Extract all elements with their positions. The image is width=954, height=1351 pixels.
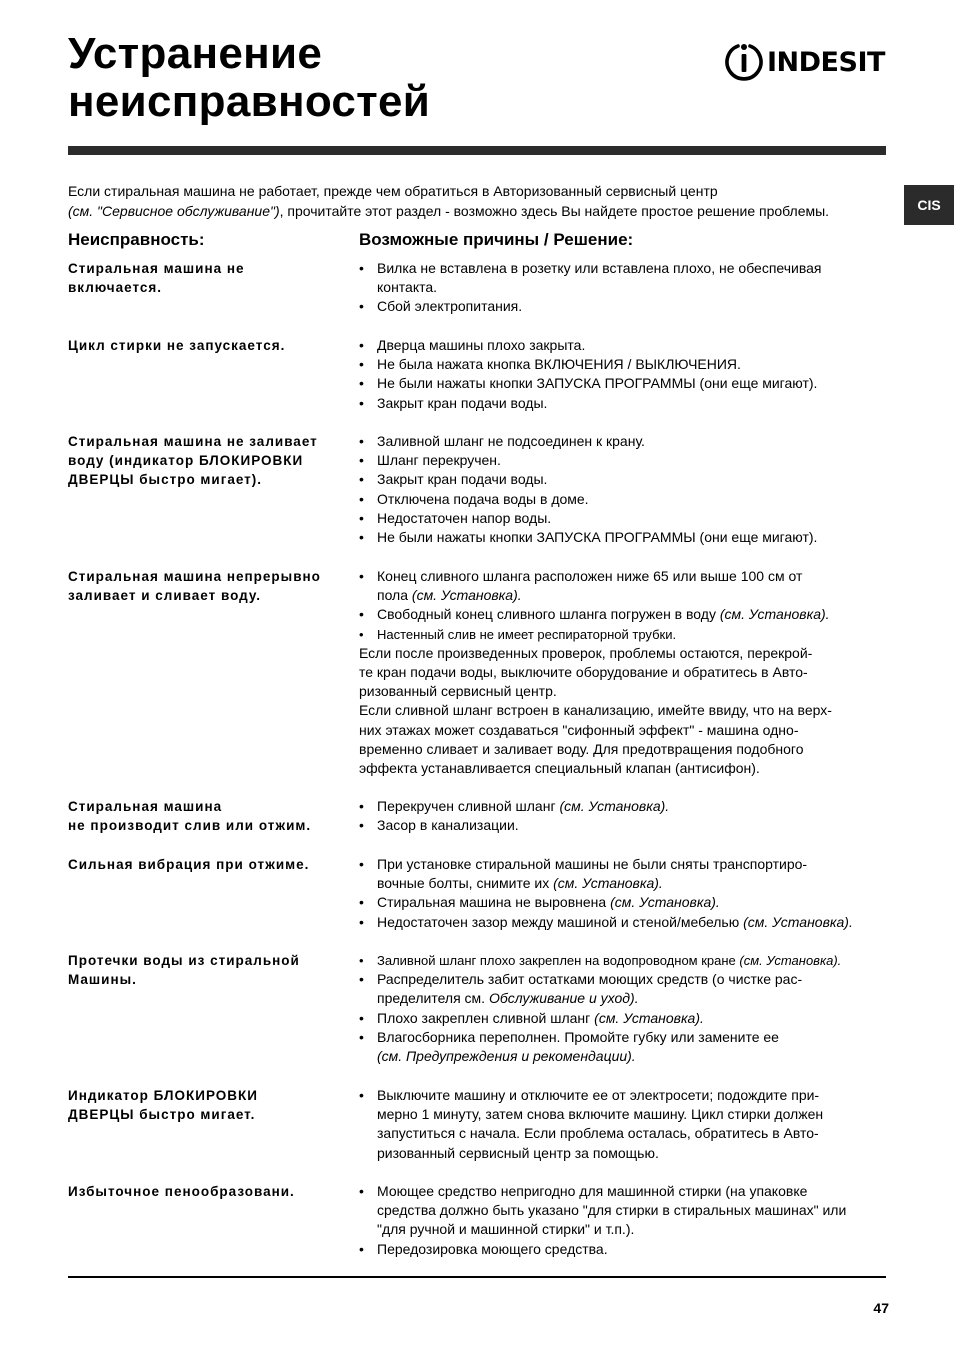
brand-name: INDESIT xyxy=(767,46,885,78)
cause-continuation xyxy=(359,874,899,893)
cause-text: Закрыт кран подачи воды. xyxy=(377,471,548,488)
cause-text: Стиральная машина не выровнена xyxy=(377,894,611,911)
cause-text: Моющее средство непригодно для машинной стирки (на упаковке xyxy=(377,1183,808,1199)
cause-item xyxy=(359,567,899,586)
cause-text: Если после произведенных проверок, проблемы остаются, перекрой- xyxy=(359,644,813,661)
problem-line: Избыточное пенообразовани. xyxy=(68,1184,295,1199)
page-title xyxy=(68,30,430,126)
problem-line: ДВЕРЦЫ быстро мигает). xyxy=(68,472,263,488)
cause-note xyxy=(359,759,899,778)
cause-text: Конец сливного шланга расположен ниже 65 или выше 100 см от xyxy=(377,568,803,584)
causes-list xyxy=(359,855,899,932)
cause-item xyxy=(359,1240,899,1259)
problem-label xyxy=(68,432,353,490)
problem-line: Стиральная машина непрерывно xyxy=(68,569,321,584)
cause-item xyxy=(359,951,899,970)
problem-label xyxy=(68,855,353,874)
cause-text: Не были нажаты кнопки ЗАПУСКА ПРОГРАММЫ (они еще мигают). xyxy=(377,375,818,392)
causes-list xyxy=(359,951,899,1066)
problem-line: заливает и сливает воду. xyxy=(68,588,261,604)
cause-text: Не была нажата кнопка ВКЛЮЧЕНИЯ / ВЫКЛЮЧЕНИЯ. xyxy=(377,356,741,373)
cause-item xyxy=(359,797,899,816)
title-line-1: Устранение xyxy=(68,29,323,78)
cause-text: Вилка не вставлена в розетку или вставлена плохо, не обеспечивая xyxy=(377,260,822,276)
problem-label xyxy=(68,797,353,835)
cause-text: пределителя см. xyxy=(377,990,489,1007)
problem-line: воду (индикатор БЛОКИРОВКИ xyxy=(68,453,304,469)
problem-line: включается. xyxy=(68,280,163,296)
problem-label xyxy=(68,951,353,989)
cause-text: Заливной шланг плохо закреплен на водопроводном кране xyxy=(377,953,740,968)
cause-text: мерно 1 минуту, затем снова включите машину. Цикл стирки должен xyxy=(377,1106,824,1123)
cause-item xyxy=(359,816,899,835)
cause-text: Отключена подача воды в доме. xyxy=(377,490,589,507)
problem-line: Машины. xyxy=(68,972,137,988)
problem-line: ДВЕРЦЫ быстро мигает. xyxy=(68,1107,256,1123)
cause-reference: Обслуживание и уход). xyxy=(488,990,639,1007)
intro-paragraph xyxy=(68,181,898,221)
cause-continuation xyxy=(359,1220,899,1239)
header-divider xyxy=(68,146,886,155)
cause-reference: (см. Установка). xyxy=(743,913,853,930)
intro-line-1: Если стиральная машина не работает, прежде чем обратиться в Авторизованный сервисный центр xyxy=(68,183,718,199)
cause-item xyxy=(359,1086,899,1105)
cause-item xyxy=(359,374,899,393)
problem-line: Цикл стирки не запускается. xyxy=(68,338,286,353)
page-number: 47 xyxy=(873,1300,889,1316)
cause-item xyxy=(359,432,899,451)
causes-list xyxy=(359,336,899,413)
cause-reference: (см. Установка). xyxy=(594,1009,704,1026)
problem-line: Стиральная машина xyxy=(68,799,223,814)
problem-label xyxy=(68,567,353,605)
cause-text: "для ручной и машинной стирки" и т.п.). xyxy=(377,1221,635,1238)
cause-continuation xyxy=(359,1144,899,1163)
cause-text: вочные болты, снимите их xyxy=(377,875,554,892)
cause-text: Настенный слив не имеет респираторной трубки. xyxy=(377,626,677,642)
causes-list xyxy=(359,797,899,835)
cause-note xyxy=(359,682,899,701)
cause-item xyxy=(359,490,899,509)
cause-item xyxy=(359,625,899,644)
problem-label xyxy=(68,336,353,355)
cause-text: Засор в канализации. xyxy=(377,817,519,834)
cause-item xyxy=(359,1028,899,1047)
cause-text: Выключите машину и отключите ее от электросети; подождите при- xyxy=(377,1087,820,1103)
solution-column-header: Возможные причины / Решение: xyxy=(359,230,634,249)
problem-label xyxy=(68,1182,353,1201)
cause-text: Распределитель забит остатками моющих средств (о чистке рас- xyxy=(377,971,803,988)
causes-list xyxy=(359,1086,899,1163)
cause-text: Заливной шланг не подсоединен к крану. xyxy=(377,433,645,449)
language-tab: CIS xyxy=(904,185,954,225)
cause-text: Шланг перекручен. xyxy=(377,452,501,469)
problem-line: не производит слив или отжим. xyxy=(68,818,312,834)
cause-note xyxy=(359,663,899,682)
cause-text: При установке стиральной машины не были сняты транспортиро- xyxy=(377,856,808,872)
cause-note xyxy=(359,701,899,720)
intro-line-2 xyxy=(68,201,898,221)
cause-item xyxy=(359,297,899,316)
cause-reference: (см. Установка). xyxy=(610,894,720,911)
brand-mark-icon xyxy=(724,41,764,83)
cause-note xyxy=(359,644,899,663)
problem-line: Индикатор БЛОКИРОВКИ xyxy=(68,1088,258,1103)
problem-line: Стиральная машина не заливает xyxy=(68,434,318,449)
cause-text: Недостаточен напор воды. xyxy=(377,509,552,526)
cause-item xyxy=(359,355,899,374)
cause-reference: (см. Установка). xyxy=(719,606,830,623)
cause-item xyxy=(359,259,899,278)
cause-text: временно сливает и заливает воду. Для предотвращения подобного xyxy=(359,740,804,757)
cause-text: средства должно быть указано "для стирки в стиральных машинах" или xyxy=(377,1202,847,1219)
cause-item xyxy=(359,913,899,932)
cause-text: Сбой электропитания. xyxy=(377,298,523,315)
cause-text: Перекручен сливной шланг xyxy=(377,798,560,814)
cause-text: контакта. xyxy=(377,279,438,296)
cause-continuation xyxy=(359,1201,899,1220)
cause-text: Если сливной шланг встроен в канализацию, имейте ввиду, что на верх- xyxy=(359,702,832,719)
cause-item xyxy=(359,893,899,912)
cause-text: пола xyxy=(377,587,412,604)
problem-line: Сильная вибрация при отжиме. xyxy=(68,857,310,872)
cause-item xyxy=(359,855,899,874)
causes-list xyxy=(359,259,899,317)
cause-continuation xyxy=(359,989,899,1008)
cause-text: Закрыт кран подачи воды. xyxy=(377,394,548,411)
problem-label xyxy=(68,259,353,297)
causes-list xyxy=(359,432,899,547)
cause-item xyxy=(359,605,899,624)
footer-divider xyxy=(68,1276,886,1278)
intro-text: , прочитайте этот раздел - возможно здесь Вы найдете простое решение проблемы. xyxy=(279,203,830,219)
cause-text: Передозировка моющего средства. xyxy=(377,1240,608,1257)
cause-reference: (см. Предупреждения и рекомендации). xyxy=(377,1048,636,1065)
cause-text: Плохо закреплен сливной шланг xyxy=(377,1009,595,1026)
cause-item xyxy=(359,470,899,489)
cause-text: те кран подачи воды, выключите оборудование и обратитесь в Авто- xyxy=(359,664,808,681)
cause-text: Влагосборника переполнен. Промойте губку или замените ее xyxy=(377,1028,779,1045)
cause-text: Недостаточен зазор между машиной и стеной/мебелью xyxy=(377,913,744,930)
problem-column-header: Неисправность: xyxy=(68,230,205,249)
cause-item xyxy=(359,970,899,989)
cause-note xyxy=(359,740,899,759)
indesit-logo xyxy=(724,41,885,83)
cause-item xyxy=(359,394,899,413)
cause-reference: (см. Установка). xyxy=(559,798,670,814)
intro-reference: (см. "Сервисное обслуживание") xyxy=(68,203,280,219)
cause-reference: (см. Установка). xyxy=(553,875,663,892)
cause-reference: (см. Установка). xyxy=(411,587,522,604)
causes-list xyxy=(359,1182,899,1259)
cause-continuation xyxy=(359,1124,899,1143)
cause-item xyxy=(359,1182,899,1201)
cause-text: Не были нажаты кнопки ЗАПУСКА ПРОГРАММЫ (они еще мигают). xyxy=(377,529,818,546)
cause-text: них этажах может создаваться "сифонный эффект" - машина одно- xyxy=(359,721,799,738)
cause-text: эффекта устанавливается специальный клапан (антисифон). xyxy=(359,760,760,777)
causes-list xyxy=(359,567,899,778)
cause-item xyxy=(359,1009,899,1028)
cause-item xyxy=(359,509,899,528)
title-line-2: неисправностей xyxy=(68,77,431,126)
cause-continuation xyxy=(359,278,899,297)
cause-text: запуститься с начала. Если проблема осталась, обратитесь в Авто- xyxy=(377,1125,819,1142)
cause-continuation xyxy=(359,1105,899,1124)
cause-text: Свободный конец сливного шланга погружен в воду xyxy=(377,606,720,623)
cause-item xyxy=(359,451,899,470)
cause-continuation xyxy=(359,1047,899,1066)
cause-text: ризованный сервисный центр. xyxy=(359,683,557,700)
problem-line: Протечки воды из стиральной xyxy=(68,953,300,968)
cause-continuation xyxy=(359,586,899,605)
cause-note xyxy=(359,721,899,740)
cause-text: Дверца машины плохо закрыта. xyxy=(377,337,586,353)
problem-label xyxy=(68,1086,353,1124)
cause-text: ризованный сервисный центр за помощью. xyxy=(377,1144,659,1161)
cause-reference: (см. Установка). xyxy=(739,953,842,968)
cause-item xyxy=(359,336,899,355)
problem-line: Стиральная машина не xyxy=(68,261,245,276)
cause-item xyxy=(359,528,899,547)
